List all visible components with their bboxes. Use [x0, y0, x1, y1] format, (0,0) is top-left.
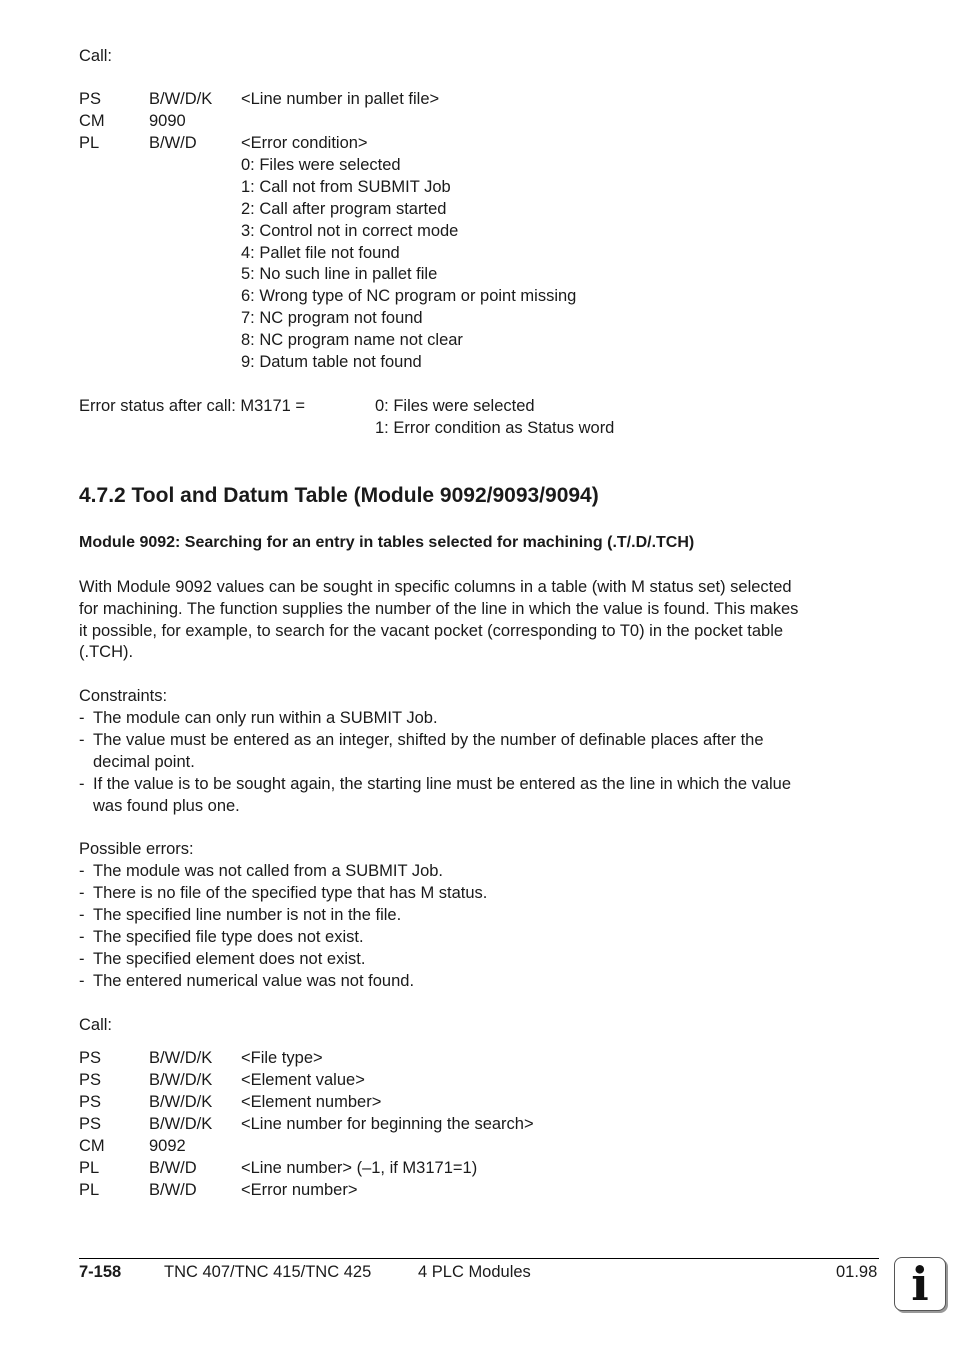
constraint-item: If the value is to be sought again, the starting line must be entered as the line in which the value	[93, 775, 792, 793]
constraint-item-cont: was found plus one.	[93, 797, 240, 815]
call-type: B/W/D/K	[149, 90, 213, 108]
intro-line: it possible, for example, to search for the vacant pocket (corresponding to T0) in the pocket table	[79, 622, 784, 640]
call-type: B/W/D/K	[149, 1115, 213, 1133]
intro-line: With Module 9092 values can be sought in specific columns in a table (with M status set) selected	[79, 578, 792, 596]
bullet-dash: -	[79, 775, 85, 793]
call-label: Call:	[79, 1016, 113, 1034]
error-condition: 9: Datum table not found	[241, 353, 422, 371]
call-op: CM	[79, 1137, 105, 1155]
bullet-dash: -	[79, 709, 85, 727]
error-item: The specified file type does not exist.	[93, 928, 364, 946]
constraint-item: The module can only run within a SUBMIT Job.	[93, 709, 438, 727]
error-condition: 8: NC program name not clear	[241, 331, 463, 349]
error-item: There is no file of the specified type that has M status.	[93, 884, 488, 902]
constraints-label: Constraints:	[79, 687, 168, 705]
call-op: PL	[79, 1181, 100, 1199]
module-heading: Module 9092: Searching for an entry in tables selected for machining (.T/.D/.TCH)	[79, 534, 695, 551]
call-type: B/W/D/K	[149, 1071, 213, 1089]
footer-date: 01.98	[836, 1263, 878, 1281]
call-type: B/W/D/K	[149, 1093, 213, 1111]
bullet-dash: -	[79, 950, 85, 968]
error-condition: 3: Control not in correct mode	[241, 222, 459, 240]
footer-divider	[79, 1258, 879, 1259]
call-op: PL	[79, 1159, 100, 1177]
call-desc: <Line number in pallet file>	[241, 90, 440, 108]
bullet-dash: -	[79, 906, 85, 924]
constraint-item: The value must be entered as an integer, shifted by the number of definable places after the	[93, 731, 764, 749]
errors-label: Possible errors:	[79, 840, 194, 858]
page-number: 7-158	[79, 1263, 122, 1281]
call-type: B/W/D	[149, 1181, 197, 1199]
error-condition: 7: NC program not found	[241, 309, 423, 327]
section-title: 4.7.2 Tool and Datum Table (Module 9092/9093/9094)	[79, 484, 599, 507]
error-condition: 1: Call not from SUBMIT Job	[241, 178, 451, 196]
error-condition: 6: Wrong type of NC program or point missing	[241, 287, 577, 305]
call-op: PS	[79, 1071, 102, 1089]
error-status-value: 0: Files were selected	[375, 397, 535, 415]
call-desc: <Element number>	[241, 1093, 382, 1111]
call-op: PS	[79, 1115, 102, 1133]
intro-line: (.TCH).	[79, 643, 134, 661]
error-condition: 4: Pallet file not found	[241, 244, 400, 262]
call-desc: <Error number>	[241, 1181, 358, 1199]
error-condition: 2: Call after program started	[241, 200, 447, 218]
call-op: PS	[79, 1093, 102, 1111]
error-item: The specified line number is not in the file.	[93, 906, 402, 924]
call-desc: <File type>	[241, 1049, 323, 1067]
bullet-dash: -	[79, 862, 85, 880]
call-op: PS	[79, 1049, 102, 1067]
info-icon-glyph: i	[911, 1257, 929, 1311]
bullet-dash: -	[79, 731, 85, 749]
call-op: PS	[79, 90, 102, 108]
error-item: The module was not called from a SUBMIT Job.	[93, 862, 444, 880]
constraint-item-cont: decimal point.	[93, 753, 195, 771]
call-desc: <Line number> (–1, if M3171=1)	[241, 1159, 478, 1177]
error-item: The entered numerical value was not found.	[93, 972, 415, 990]
call-desc: <Error condition>	[241, 134, 368, 152]
error-condition: 5: No such line in pallet file	[241, 265, 438, 283]
error-condition: 0: Files were selected	[241, 156, 401, 174]
call-type: 9090	[149, 112, 186, 130]
intro-line: for machining. The function supplies the number of the line in which the value is found. This makes	[79, 600, 799, 618]
call-type: 9092	[149, 1137, 186, 1155]
error-item: The specified element does not exist.	[93, 950, 366, 968]
footer-chapter: 4 PLC Modules	[418, 1263, 531, 1281]
error-status-label: Error status after call: M3171 =	[79, 397, 306, 415]
call-desc: <Line number for beginning the search>	[241, 1115, 534, 1133]
call-type: B/W/D/K	[149, 1049, 213, 1067]
bullet-dash: -	[79, 928, 85, 946]
info-icon	[894, 1257, 946, 1311]
call-op: CM	[79, 112, 105, 130]
call-op: PL	[79, 134, 100, 152]
call-type: B/W/D	[149, 134, 197, 152]
error-status-value: 1: Error condition as Status word	[375, 419, 615, 437]
call-type: B/W/D	[149, 1159, 197, 1177]
bullet-dash: -	[79, 972, 85, 990]
call-desc: <Element value>	[241, 1071, 365, 1089]
footer-product: TNC 407/TNC 415/TNC 425	[164, 1263, 372, 1281]
call-label: Call:	[79, 47, 113, 65]
bullet-dash: -	[79, 884, 85, 902]
